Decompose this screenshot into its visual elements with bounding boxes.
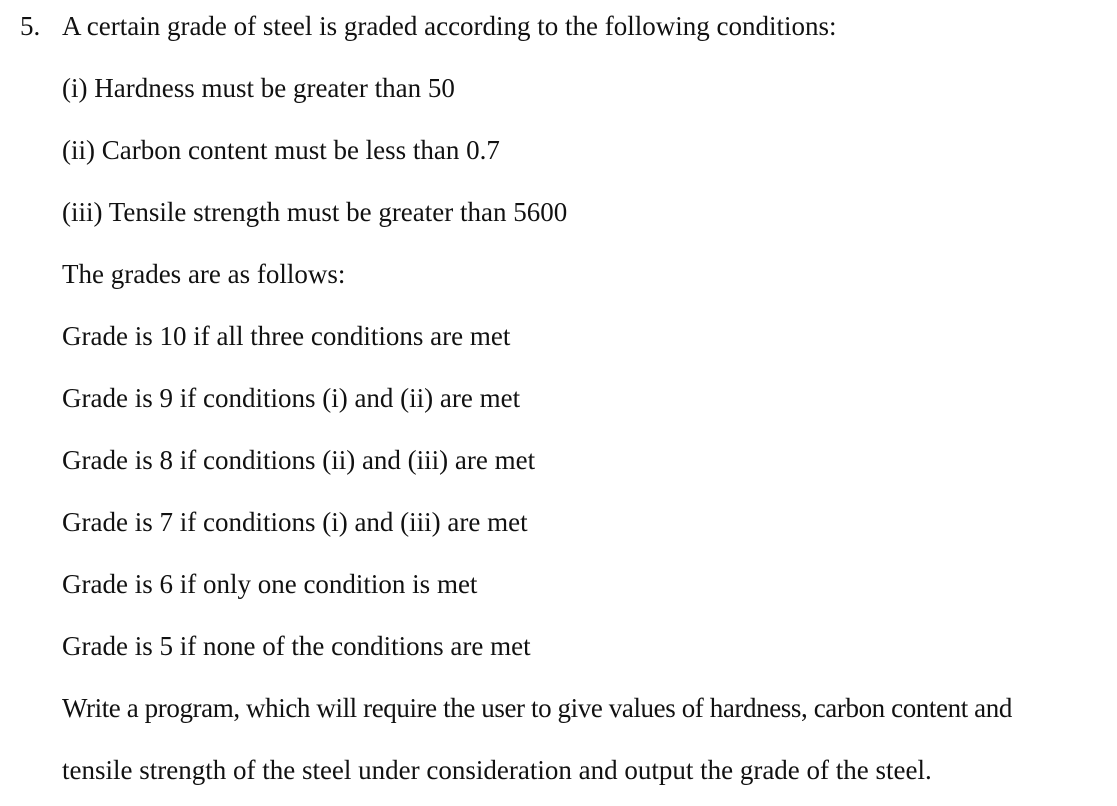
- question-intro: A certain grade of steel is graded according to the following conditions:: [62, 11, 837, 41]
- grade-rule: Grade is 5 if none of the conditions are met: [62, 631, 531, 661]
- grade-rule: Grade is 8 if conditions (ii) and (iii) are met: [62, 445, 536, 475]
- condition-item: (iii) Tensile strength must be greater than 5600: [62, 197, 568, 227]
- grade-rule: Grade is 6 if only one condition is met: [62, 569, 478, 599]
- grades-heading: The grades are as follows:: [62, 259, 346, 289]
- question-number: 5.: [20, 11, 41, 41]
- grade-rule: Grade is 7 if conditions (i) and (iii) are met: [62, 507, 528, 537]
- condition-item: (ii) Carbon content must be less than 0.7: [62, 135, 500, 165]
- task-line: Write a program, which will require the user to give values of hardness, carbon content and: [62, 693, 1012, 723]
- grade-rule: Grade is 10 if all three conditions are met: [62, 321, 511, 351]
- grade-rule: Grade is 9 if conditions (i) and (ii) are met: [62, 383, 521, 413]
- task-line: tensile strength of the steel under consideration and output the grade of the steel.: [62, 755, 932, 785]
- condition-item: (i) Hardness must be greater than 50: [62, 73, 455, 103]
